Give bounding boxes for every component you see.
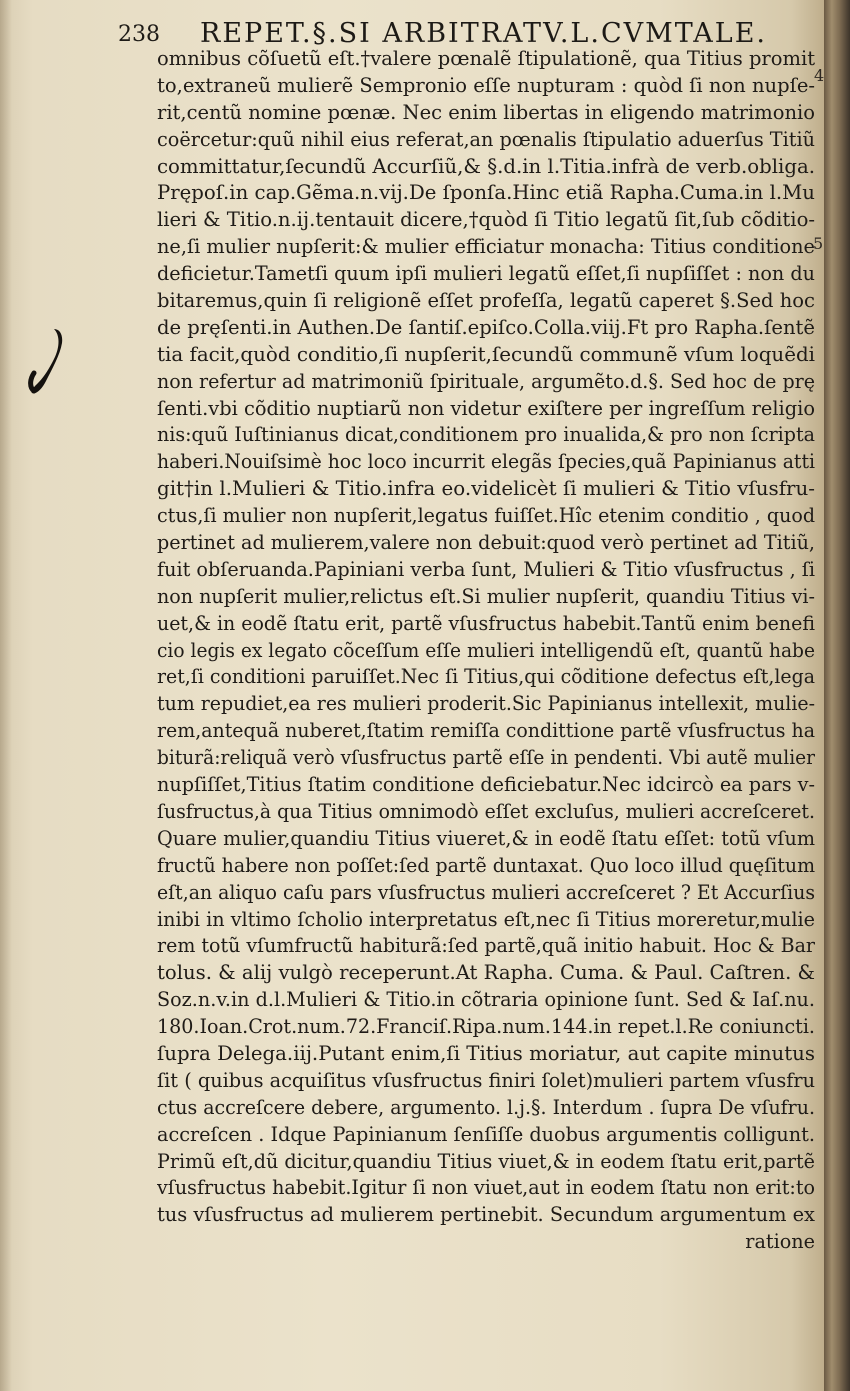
margin-note-4: 4 <box>814 66 825 85</box>
text-line: tolus. & alij vulgò receperunt.At Rapha. Cuma. & Paul. Caſtren. & <box>157 961 815 985</box>
text-line: ſenti.vbi cõditio nuptiarũ non videtur exiſtere per ingreſſum religio <box>157 396 815 420</box>
book-fore-edge <box>824 0 850 1391</box>
text-line: to,extraneũ mulierẽ Sempronio eſſe nupturam : quòd ſi non nupſe- <box>157 73 815 97</box>
running-title: REPET.§.SI ARBITRATV.L.CVMTALE. <box>200 18 767 49</box>
text-line: bitaremus,quin ſi religionẽ eſſet profeſſa, legatũ caperet §.Sed hoc <box>157 289 815 313</box>
binding-shadow <box>0 0 12 1391</box>
text-line: non nupſerit mulier,relictus eſt.Si mulier nupſerit, quandiu Titius vi- <box>157 584 815 608</box>
text-line: ctus accreſcere debere, argumento. l.j.§. Interdum . ſupra De vſufru. <box>157 1095 815 1119</box>
text-line: cio legis ex legato cõceſſum eſſe mulieri intelligendũ eſt, quantũ habe <box>157 638 815 662</box>
text-line: Primũ eſt,dũ dicitur,quandiu Titius viuet,& in eodem ſtatu erit,partẽ <box>157 1149 815 1173</box>
text-line: rem,antequã nuberet,ſtatim remiſſa condittione partẽ vſusfructus ha <box>157 719 815 743</box>
catchword: ratione <box>745 1230 815 1254</box>
text-line: eſt,an aliquo caſu pars vſusfructus mulieri accreſceret ? Et Accurſius <box>157 880 815 904</box>
ink-bracket-mark <box>20 325 72 397</box>
text-line: fuit obſeruanda.Papiniani verba ſunt, Mulieri & Titio vſusfructus , ſi <box>157 557 815 581</box>
text-line: committatur,ſecundũ Accurſiũ,& §.d.in l.Titia.infrà de verb.obliga. <box>157 154 815 178</box>
text-line: tus vſusfructus ad mulierem pertinebit. Secundum argumentum ex <box>157 1203 815 1227</box>
text-line: 180.Ioan.Crot.num.72.Franciſ.Ripa.num.144.in repet.l.Re coniuncti. <box>157 1015 815 1039</box>
text-line: rem totũ vſumfructũ habiturã:ſed partẽ,quã initio habuit. Hoc & Bar <box>157 934 815 958</box>
text-line: lieri & Titio.n.ij.tentauit dicere,†quòd ſi Titio legatũ ſit,ſub cõditio- <box>157 208 815 232</box>
text-line: nupſiſſet,Titius ſtatim conditione deficiebatur.Nec idcircò ea pars v- <box>157 773 815 797</box>
text-line: ret,ſi conditioni paruiſſet.Nec ſi Titius,qui cõditione defectus eſt,lega <box>157 665 815 689</box>
text-line: ctus,ſi mulier non nupſerit,legatus fuiſſet.Hîc etenim conditio , quod <box>157 504 815 528</box>
text-line: Prępoſ.in cap.Gẽma.n.vij.De ſponſa.Hinc etiã Rapha.Cuma.in l.Mu <box>157 181 815 205</box>
text-line: uet,& in eodẽ ſtatu erit, partẽ vſusfructus habebit.Tantũ enim benefi <box>157 611 815 635</box>
text-line: ne,ſi mulier nupſerit:& mulier efficiatur monacha: Titius conditione <box>157 235 815 259</box>
text-line: nis:quũ Iuſtinianus dicat,conditionem pro inualida,& pro non ſcripta <box>157 423 815 447</box>
text-line: biturã:reliquã verò vſusfructus partẽ eſſe in pendenti. Vbi autẽ mulier <box>157 746 815 770</box>
text-line: rit,centũ nomine pœnæ. Nec enim libertas in eligendo matrimonio <box>157 100 815 124</box>
text-line: tia facit,quòd conditio,ſi nupſerit,ſecundũ communẽ vſum loquẽdi <box>157 342 815 366</box>
text-line: ſusfructus,à qua Titius omnimodò eſſet excluſus, mulieri accreſceret. <box>157 799 815 823</box>
margin-note-5: 5 <box>813 234 824 253</box>
text-line: ſupra Delega.iij.Putant enim,ſi Titius moriatur, aut capite minutus <box>157 1041 815 1065</box>
body-text <box>157 46 815 1256</box>
text-line: pertinet ad mulierem,valere non debuit:quod verò pertinet ad Titiũ, <box>157 531 815 555</box>
text-line: non refertur ad matrimoniũ ſpirituale, argumẽto.d.§. Sed hoc de prę <box>157 369 815 393</box>
text-line: haberi.Nouiſsimè hoc loco incurrit elegãs ſpecies,quã Papinianus atti <box>157 450 815 474</box>
text-line: vſusfructus habebit.Igitur ſi non viuet,aut in eodem ſtatu non erit:to <box>157 1176 815 1200</box>
text-line: ſit ( quibus acquiſitus vſusfructus finiri ſolet)mulieri partem vſusfru <box>157 1068 815 1092</box>
text-line: Soz.n.v.in d.l.Mulieri & Titio.in cõtraria opinione ſunt. Sed & Iaſ.nu. <box>157 988 815 1012</box>
text-line: tum repudiet,ea res mulieri proderit.Sic Papinianus intellexit, mulie- <box>157 692 815 716</box>
text-line: deficietur.Tametſi quum ipſi mulieri legatũ eſſet,ſi nupſiſſet : non du <box>157 262 815 286</box>
page-number: 238 <box>118 22 160 47</box>
text-line: inibi in vltimo ſcholio interpretatus eſt,nec ſi Titius moreretur,mulie <box>157 907 815 931</box>
page-header <box>118 14 818 50</box>
text-line: de pręſenti.in Authen.De ſantiſ.epiſco.Colla.viij.Ft pro Rapha.ſentẽ <box>157 315 815 339</box>
text-line: coërcetur:quũ nihil eius referat,an pœnalis ſtipulatio aduerſus Titiũ <box>157 127 815 151</box>
text-line: Quare mulier,quandiu Titius viueret,& in eodẽ ſtatu eſſet: totũ vſum <box>157 826 815 850</box>
text-line: fructũ habere non poſſet:ſed partẽ duntaxat. Quo loco illud quęſitum <box>157 853 815 877</box>
text-line: accreſcen . Idque Papinianum ſenſiſſe duobus argumentis colligunt. <box>157 1122 815 1146</box>
text-line: git†in l.Mulieri & Titio.infra eo.videlicèt ſi mulieri & Titio vſusfru- <box>157 477 815 501</box>
text-line: omnibus cõſuetũ eſt.†valere pœnalẽ ſtipulationẽ, qua Titius promit <box>157 47 815 70</box>
